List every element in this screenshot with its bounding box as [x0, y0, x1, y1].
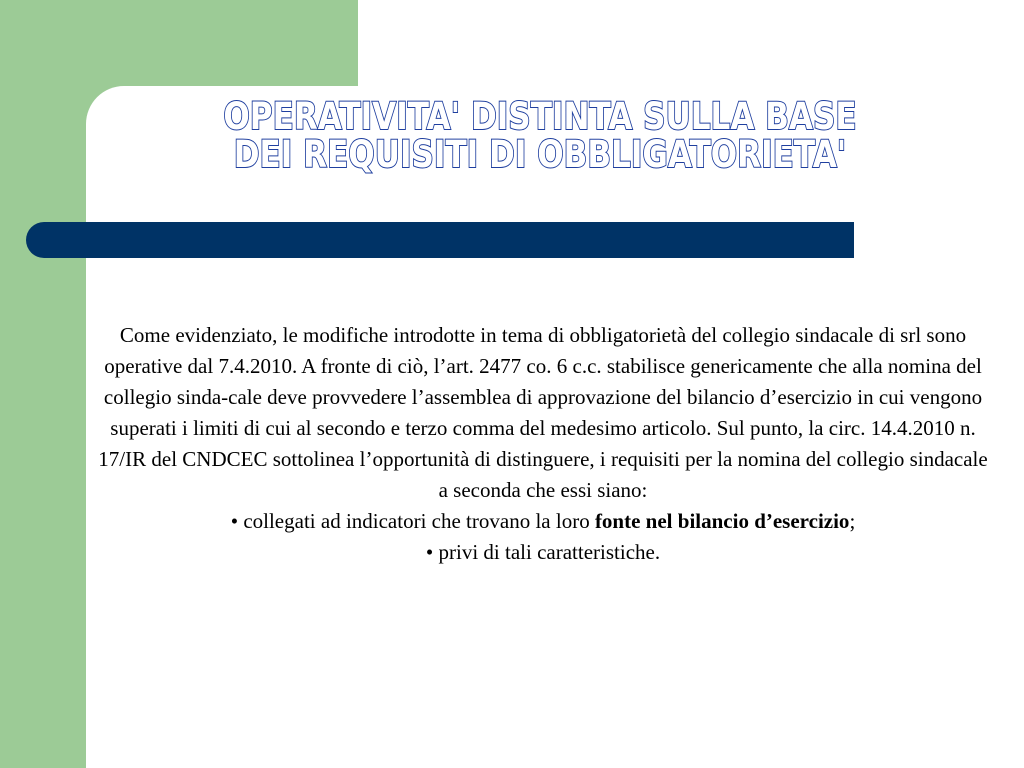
title-underline-bar [26, 222, 854, 258]
bullet-1-suffix: ; [849, 509, 856, 533]
bullet-item-2: • privi di tali caratteristiche. [425, 540, 661, 564]
slide-title [170, 95, 909, 176]
bullet-1-bold-text: fonte nel bilancio d’esercizio [594, 509, 850, 533]
slide-body-text [98, 320, 988, 568]
title-line-1: OPERATIVITA' DISTINTA SULLA BASE [223, 95, 857, 138]
bullet-1-text: • collegati ad indicatori che trovano la loro [230, 509, 595, 533]
title-line-2: DEI REQUISITI DI OBBLIGATORIETA' [233, 133, 847, 176]
body-paragraph: Come evidenziato, le modifiche introdotte in tema di obbligatorietà del collegio sindacale di srl sono operative dal 7.4.2010. A fronte di ciò, l’art. 2477 co. 6 c.c. stabilisce genericamente che alla nomina del collegio sinda-cale deve provvedere l’assemblea di approvazione del bilancio d’esercizio in cui vengono superati i limiti di cui al secondo e terzo comma del medesimo articolo. Sul punto, la circ. 14.4.2010 n. 17/IR del CNDCEC sottolinea l’opportunità di distinguere, i requisiti per la nomina del collegio sindacale a seconda che essi siano: [98, 323, 988, 502]
bullet-item-1 [98, 506, 988, 537]
